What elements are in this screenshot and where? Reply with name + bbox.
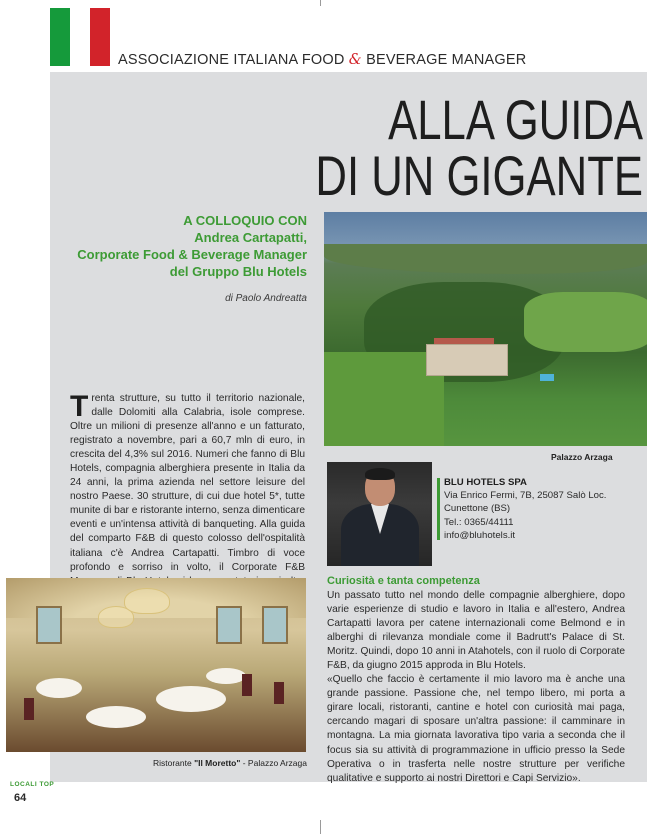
restaurant-photo-caption: Ristorante "Il Moretto" - Palazzo Arzaga: [152, 758, 307, 768]
aerial-photo-caption: Palazzo Arzaga: [551, 452, 613, 462]
contact-box: [444, 476, 606, 542]
association-header: ASSOCIAZIONE ITALIANA FOOD & BEVERAGE MANAGER: [118, 52, 527, 68]
article-title: ALLA GUIDA DI UN GIGANTE: [315, 88, 643, 207]
contact-accent-bar: [437, 478, 440, 540]
drop-cap: T: [70, 390, 89, 423]
company-name: BLU HOTELS SPA: [444, 477, 527, 488]
section-heading: Curiosità e tanta competenza: [327, 575, 480, 587]
crop-mark: [320, 0, 321, 6]
portrait-photo: [327, 462, 432, 566]
aerial-photo-palazzo-arzaga: [324, 212, 647, 446]
section-paragraph: Un passato tutto nel mondo delle compagnie alberghiere, dopo varie esperienze di studio e lavoro in Italia e all'estero, Andrea Cartapatti lavora per catene internazionali come Belmond e in alberghi di rilevanza mondiale come il Badrutt's Palace di St. Moritz. Quindi, dopo 10 anni in Atahotels, con il ruolo di Corporate F&B, da giugno 2015 approda in Blu Hotels.: [327, 590, 625, 672]
restaurant-photo: [6, 578, 306, 752]
address-line-1: Via Enrico Fermi, 7B, 25087 Salò Loc.: [444, 490, 607, 502]
crop-mark: [320, 820, 321, 834]
section-paragraph: «Quello che faccio è certamente il mio lavoro ma è anche una grande passione. Passione che, nel tempo libero, mi porta a girare locali, ristoranti, cantine e hotel con curiosità mai paga, cercando magari di sposare un'altra passione: il camminare in montagna. La mia giornata lavorativa tipo varia a seconda che il focus sia su attività di programmazione in ufficio presso la Sede Operativa o in trasferta nelle nostre strutture per verifiche qualitative e supporto ai nostri Direttori e Capi Servizio».: [327, 674, 625, 784]
section-body: [327, 589, 625, 786]
address-line-2: Cunettone (BS): [444, 503, 511, 515]
email: info@bluhotels.it: [444, 529, 516, 541]
intro-paragraph: Trenta strutture, su tutto il territorio nazionale, dalle Dolomiti alla Calabria, isole comprese. Oltre un milioni di presenze all'anno e un fatturato, registrato a novembre, pari a 60,7 mln di euro, in crescita del 4,3% sul 2016. Numeri che fanno di Blu Hotels, compagnia alberghiera presente in Italia da 24 anni, la prima azienda nel settore leisure del nostro Paese. 30 strutture, di cui due hotel 5*, tutte munite di bar e ristorante interno, senza dimenticare eventi e un'intensa attività di banqueting. Alla guida del comparto F&B di questo colosso dell'ospitalità italiana c'è Andrea Cartapatti. Timbro di voce profondo e sorriso in volto, il Corporate F&B: [70, 390, 305, 573]
magazine-name: LOCALI TOP: [10, 781, 55, 788]
italian-flag: [50, 8, 110, 66]
article-subtitle: A COLLOQUIO CON Andrea Cartapatti, Corporate Food & Beverage Manager del Gruppo Blu Hotels: [77, 213, 307, 279]
phone: Tel.: 0365/44111: [444, 516, 514, 528]
byline: di Paolo Andreatta: [225, 293, 307, 304]
page-number: 64: [14, 792, 27, 804]
